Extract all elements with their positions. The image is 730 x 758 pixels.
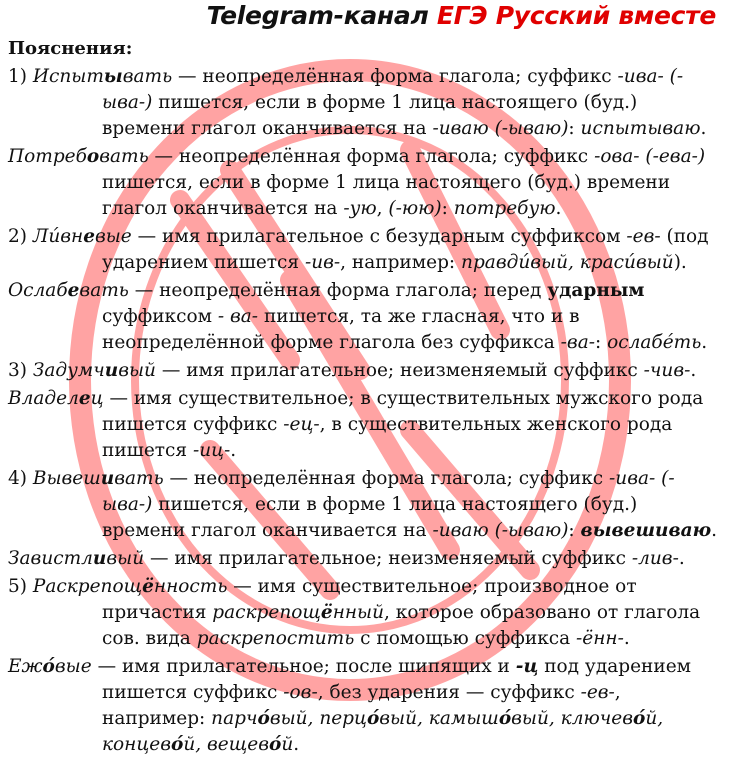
text-run: . — [701, 332, 708, 353]
text-run: — имя прилагательное; после шипящих и — [91, 656, 516, 677]
text-run: , в существительных женского рода пишется — [102, 414, 673, 461]
text-run: -ива- — [609, 468, 656, 489]
text-run: Задумч — [32, 360, 105, 381]
text-run: вый — [106, 548, 145, 569]
text-run: Владел — [8, 388, 79, 409]
text-run: о́ — [268, 734, 282, 755]
text-run: вать — [114, 468, 164, 489]
text-run: . — [623, 628, 630, 649]
text-run: (-ыва-) — [102, 66, 684, 113]
text-run: . — [555, 198, 562, 219]
text-run: -ую — [343, 198, 377, 219]
text-run: . — [678, 548, 685, 569]
text-run: (-ываю) — [494, 118, 569, 139]
text-run: . — [690, 360, 697, 381]
text-run: , например: — [102, 682, 621, 729]
text-run: -чив- — [643, 360, 691, 381]
text-run: пишется, если в форме 1 лица настоящего (буд.) времени глагол оканчивается на — [102, 92, 638, 139]
text-run: -ов- — [283, 682, 318, 703]
text-run: потребую — [453, 198, 556, 219]
text-run: ы — [103, 66, 123, 87]
text-run: е — [67, 280, 80, 301]
text-run: под ударением пишется суффикс — [102, 656, 692, 703]
text-run: Ли́вн — [32, 226, 84, 247]
explanations-title: Пояснения: — [8, 38, 133, 59]
text-run: 3) — [8, 360, 33, 381]
text-run: вый, перц — [269, 708, 367, 729]
text-run: ослабе́ть — [607, 332, 702, 353]
explanation-paragraph — [8, 224, 724, 276]
text-run: -ев- — [580, 682, 615, 703]
explanation-paragraph — [8, 358, 724, 384]
text-run: Раскрепощ — [32, 576, 143, 597]
text-run: е — [78, 388, 91, 409]
text-run: Еж — [8, 656, 43, 677]
text-run: . — [293, 734, 300, 755]
text-run: раскрепощ — [212, 602, 321, 623]
text-run: вые — [94, 226, 132, 247]
text-run: пишется, та же гласная, что и в неопределённой форме глагола без суффикса — [102, 306, 580, 353]
text-run: ударным — [547, 280, 645, 301]
explanation-paragraph — [8, 546, 724, 572]
header-banner — [207, 0, 716, 32]
text-run: -ова- — [594, 146, 640, 167]
text-run: 4) — [8, 468, 33, 489]
text-run: ё — [320, 602, 333, 623]
text-run: о́ — [366, 708, 380, 729]
text-run: вые — [54, 656, 92, 677]
text-run: — имя существительное; производное от причастия — [102, 576, 637, 623]
text-run: и — [92, 548, 107, 569]
text-run: е — [83, 226, 95, 247]
text-run: -ва- — [560, 332, 595, 353]
text-run: — неопределённая форма глагола; перед — [128, 280, 548, 301]
text-run: : — [594, 332, 608, 353]
text-run: Испыт — [32, 66, 104, 87]
text-run: правди́вый, краси́вый — [461, 252, 674, 273]
text-run: ё — [142, 576, 154, 597]
text-run: , которое образовано от глагола сов. вида — [102, 602, 701, 649]
text-run: парч — [211, 708, 258, 729]
text-run: ). — [673, 252, 687, 273]
text-run: -ив- — [304, 252, 341, 273]
header-channel-label: Telegram-канал — [206, 1, 437, 30]
text-run: Ослаб — [8, 280, 68, 301]
text-run: Вывеш — [32, 468, 101, 489]
text-run: (под ударением пишется — [102, 226, 709, 273]
explanation-paragraph — [8, 574, 724, 652]
explanation-paragraph — [8, 466, 724, 544]
text-run: вывешиваю — [580, 520, 712, 541]
text-run: о́ — [42, 656, 55, 677]
text-run: -ива- — [617, 66, 664, 87]
text-run: й, вещев — [183, 734, 269, 755]
text-run: -ев- — [626, 226, 661, 247]
text-run: (-юю) — [388, 198, 442, 219]
text-run: — неопределённая форма глагола; суффикс — [172, 66, 618, 87]
text-run: Завистл — [8, 548, 93, 569]
text-run: , без ударения — суффикс — [317, 682, 581, 703]
text-run: вать — [122, 66, 173, 87]
text-run: -иваю — [432, 520, 489, 541]
text-run: нный — [332, 602, 385, 623]
text-run: вый, ключев — [511, 708, 634, 729]
text-run: й — [281, 734, 294, 755]
explanation-paragraph — [8, 278, 724, 356]
text-run: . — [711, 520, 718, 541]
text-run: вать — [99, 146, 149, 167]
text-run: (-ываю) — [494, 520, 569, 541]
text-run: о́ — [257, 708, 270, 729]
text-run: — имя прилагательное; неизменяемый суффикс — [144, 548, 632, 569]
text-run: вый, камыш — [379, 708, 499, 729]
text-run: ц — [90, 388, 104, 409]
text-run: испытываю — [580, 118, 701, 139]
text-run: нность — [153, 576, 228, 597]
header-channel-name: ЕГЭ Русский вместе — [436, 1, 716, 30]
text-run: , например: — [340, 252, 462, 273]
text-run: 1) — [8, 66, 33, 87]
text-run: и — [100, 468, 115, 489]
text-run: и — [104, 360, 119, 381]
explanation-paragraph — [8, 144, 724, 222]
text-run: -ённ- — [576, 628, 624, 649]
text-run: о́ — [498, 708, 512, 729]
text-run: : — [568, 118, 581, 139]
text-run: Потреб — [8, 146, 87, 167]
text-run: -ц — [515, 656, 539, 677]
text-run: вать — [79, 280, 129, 301]
text-run: пишется, если в форме 1 лица настоящего (буд.) времени глагол оканчивается на — [102, 172, 671, 219]
text-run: о́ — [633, 708, 646, 729]
text-run: суффиксом — [102, 306, 218, 327]
text-run: -иваю — [432, 118, 489, 139]
text-run: о — [86, 146, 100, 167]
text-run: раскрепостить — [196, 628, 355, 649]
text-run: : — [568, 520, 581, 541]
explanation-list — [8, 64, 724, 758]
explanation-paragraph — [8, 386, 724, 464]
explanations — [8, 36, 724, 758]
text-run: (-ева-) — [645, 146, 706, 167]
text-run: . — [700, 118, 707, 139]
text-run: вый — [118, 360, 156, 381]
text-run: — имя прилагательное с безударным суффиксом — [131, 226, 627, 247]
text-run: — неопределённая форма глагола; суффикс — [148, 146, 595, 167]
text-run: -ец- — [283, 414, 320, 435]
text-run: -иц- — [192, 440, 231, 461]
text-run: — неопределённая форма глагола; суффикс — [163, 468, 610, 489]
text-run: — имя прилагательное; неизменяемый суффикс — [155, 360, 644, 381]
text-run: пишется, если в форме 1 лица настоящего (буд.) времени глагол оканчивается на — [102, 494, 638, 541]
text-run: : — [441, 198, 454, 219]
text-run: й, концев — [102, 708, 664, 755]
text-run: (-ыва-) — [102, 468, 675, 515]
text-run: с помощью суффикса — [354, 628, 577, 649]
explanation-paragraph — [8, 654, 724, 758]
text-run: . — [230, 440, 237, 461]
explanation-paragraph — [8, 64, 724, 142]
text-run: -лив- — [631, 548, 679, 569]
text-run: 5) — [8, 576, 33, 597]
text-run: , — [376, 198, 389, 219]
text-run: о́ — [171, 734, 184, 755]
text-run: — имя существительное; в существительных мужского рода пишется суффикс — [102, 388, 704, 435]
text-run: 2) — [8, 226, 33, 247]
text-run: - ва- — [217, 306, 259, 327]
